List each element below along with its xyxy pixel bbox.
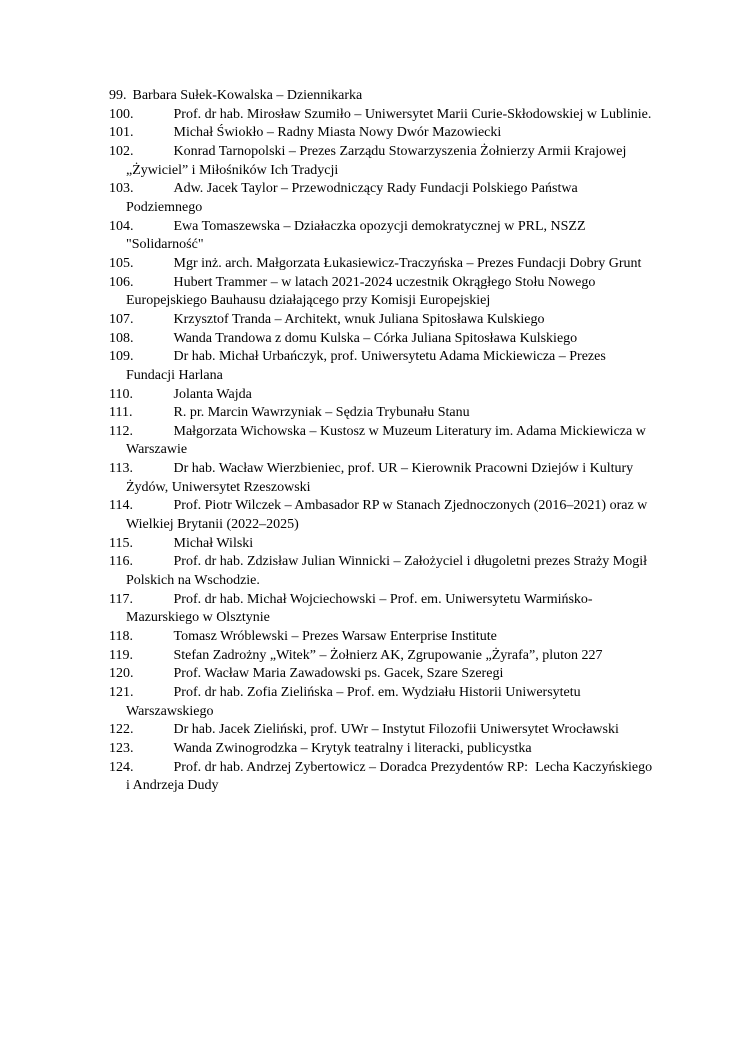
item-text: Prof. dr hab. Mirosław Szumiło – Uniwersytet Marii Curie-Skłodowskiej w Lublinie. (173, 106, 652, 122)
item-number: 114. (109, 498, 133, 514)
item-number: 99. (109, 88, 127, 103)
item-number: 108. (109, 330, 134, 346)
list-item (109, 274, 653, 311)
item-number: 100. (109, 106, 134, 122)
item-number: 107. (109, 311, 134, 327)
list-item (109, 311, 653, 330)
numbered-list (109, 87, 656, 796)
item-number: 123. (109, 740, 134, 756)
list-item (109, 124, 653, 143)
item-text: Konrad Tarnopolski – Prezes Zarządu Stowarzyszenia Żołnierzy Armii Krajowej „Żywiciel” i Miłośników Ich Tradycji (126, 143, 630, 178)
list-item (109, 460, 653, 497)
item-text: Stefan Zadrożny „Witek” – Żołnierz AK, Zgrupowanie „Żyrafa”, pluton 227 (173, 647, 603, 663)
item-text: Prof. Wacław Maria Zawadowski ps. Gacek, Szare Szeregi (173, 666, 504, 682)
list-item (109, 180, 653, 217)
item-text: Dr hab. Michał Urbańczyk, prof. Uniwersytetu Adama Mickiewicza – Prezes Fundacji Harlana (126, 349, 610, 383)
list-item (109, 535, 653, 554)
list-item (109, 218, 653, 255)
list-item (109, 143, 653, 180)
item-text: Prof. dr hab. Andrzej Zybertowicz – Doradca Prezydentów RP: Lecha Kaczyńskiego i Andrzeja Dudy (126, 759, 656, 794)
item-number: 112. (109, 423, 133, 439)
item-number: 105. (109, 255, 134, 271)
item-text: Hubert Trammer – w latach 2021-2024 uczestnik Okrągłego Stołu Nowego Europejskiego Bauhausu działającego przy Komisji Europejskiej (126, 274, 599, 309)
list-item (109, 647, 653, 666)
item-number: 102. (109, 143, 134, 159)
item-number: 110. (109, 386, 133, 402)
item-text: Krzysztof Tranda – Architekt, wnuk Juliana Spitosława Kulskiego (173, 311, 545, 327)
list-item (109, 348, 653, 385)
item-number: 116. (109, 554, 133, 570)
list-item (109, 386, 653, 405)
list-item (109, 553, 653, 590)
item-text: Małgorzata Wichowska – Kustosz w Muzeum Literatury im. Adama Mickiewicza w Warszawie (126, 423, 650, 458)
list-item (109, 404, 653, 423)
item-text: Mgr inż. arch. Małgorzata Łukasiewicz-Traczyńska – Prezes Fundacji Dobry Grunt (173, 255, 642, 271)
item-number: 122. (109, 722, 134, 738)
item-number: 120. (109, 666, 134, 682)
item-text: Michał Wilski (173, 535, 254, 551)
item-number: 106. (109, 274, 134, 290)
list-item (109, 740, 653, 759)
item-text: Jolanta Wajda (173, 386, 252, 402)
list-item (109, 628, 653, 647)
item-number: 101. (109, 125, 134, 141)
list-item (109, 665, 653, 684)
list-item (109, 423, 653, 460)
item-text: Prof. dr hab. Zofia Zielińska – Prof. em. Wydziału Historii Uniwersytetu Warszawskiego (126, 685, 584, 719)
list-item (109, 106, 653, 125)
item-text: Prof. dr hab. Michał Wojciechowski – Prof. em. Uniwersytetu Warmińsko-Mazurskiego w Olsztynie (126, 591, 593, 626)
list-item (109, 759, 656, 796)
item-text: Adw. Jacek Taylor – Przewodniczący Rady Fundacji Polskiego Państwa Podziemnego (126, 181, 582, 215)
item-text: R. pr. Marcin Wawrzyniak – Sędzia Trybunału Stanu (173, 405, 470, 421)
item-number: 111. (109, 405, 133, 421)
item-number: 124. (109, 759, 134, 775)
item-text: Dr hab. Jacek Zieliński, prof. UWr – Instytut Filozofii Uniwersytet Wrocławski (173, 722, 619, 738)
item-text: Wanda Trandowa z domu Kulska – Córka Juliana Spitosława Kulskiego (173, 330, 578, 346)
item-number: 121. (109, 685, 134, 700)
item-text: Barbara Sułek-Kowalska – Dziennikarka (132, 88, 363, 103)
item-text: Prof. Piotr Wilczek – Ambasador RP w Stanach Zjednoczonych (2016–2021) oraz w Wielkiej Brytanii (2022–2025) (126, 498, 651, 533)
list-item (109, 87, 653, 106)
item-number: 119. (109, 647, 133, 663)
item-text: Ewa Tomaszewska – Działaczka opozycji demokratycznej w PRL, NSZZ "Solidarność" (126, 218, 590, 253)
item-text: Dr hab. Wacław Wierzbieniec, prof. UR – Kierownik Pracowni Dziejów i Kultury Żydów, Uniwersytet Rzeszowski (126, 461, 637, 495)
item-text: Tomasz Wróblewski – Prezes Warsaw Enterprise Institute (173, 629, 497, 645)
list-item (109, 330, 653, 349)
list-item (109, 591, 653, 628)
item-text: Wanda Zwinogrodzka – Krytyk teatralny i literacki, publicystka (173, 740, 532, 756)
item-number: 115. (109, 535, 133, 551)
item-number: 109. (109, 349, 134, 365)
list-item (109, 497, 653, 534)
item-number: 117. (109, 591, 133, 607)
list-item (109, 684, 653, 721)
item-number: 113. (109, 461, 133, 477)
item-text: Prof. dr hab. Zdzisław Julian Winnicki – Założyciel i długoletni prezes Straży Mogił Polskich na Wschodzie. (126, 554, 651, 589)
list-item (109, 255, 653, 274)
list-item (109, 721, 653, 740)
item-number: 118. (109, 629, 133, 645)
item-text: Michał Świokło – Radny Miasta Nowy Dwór Mazowiecki (173, 125, 502, 141)
item-number: 104. (109, 218, 134, 234)
item-number: 103. (109, 181, 134, 197)
